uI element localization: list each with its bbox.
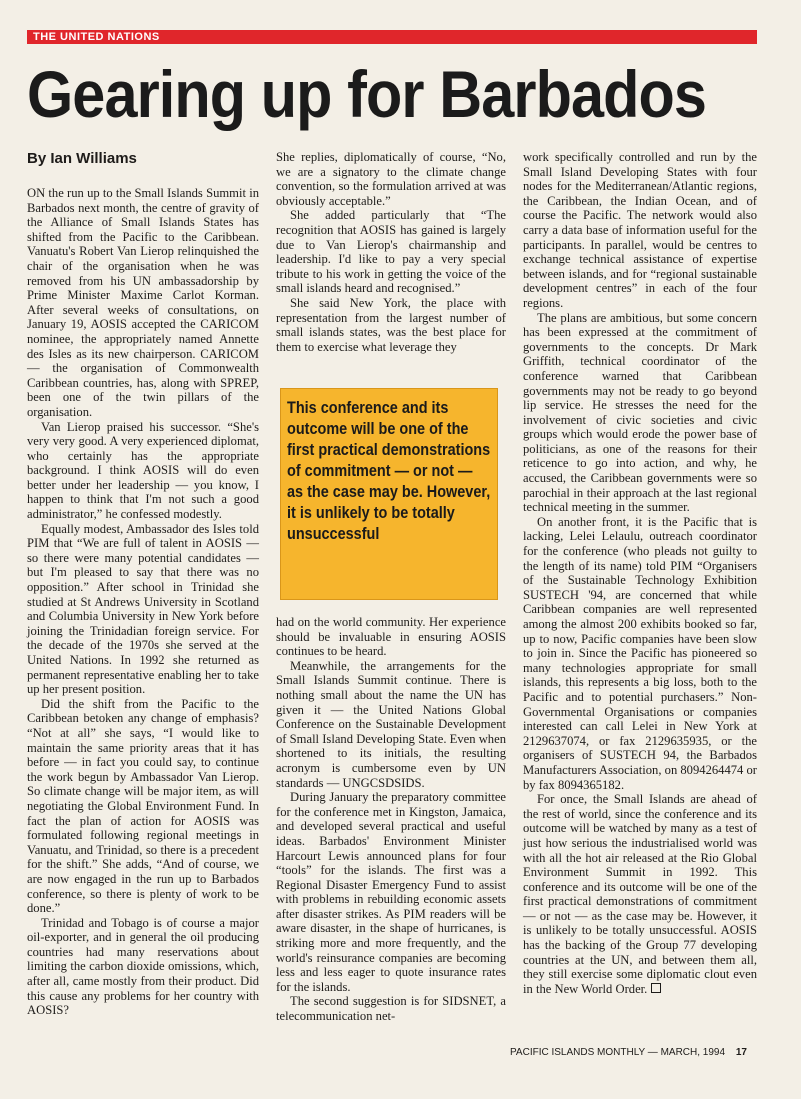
paragraph: ON the run up to the Small Islands Summit in Barbados next month, the centre of gravity of the Alliance of Small Islands States has shifted from the Pacific to the Caribbean. Vanuatu's Robert Van Lierop relinquished the chair of the organisation when he was removed from his UN ambassadorship by Prime Minister Maxime Carlot Korman. After several weeks of consultations, on January 19, AOSIS accepted the CARICOM nominee, the appropriately named Annette des Isles as its new chairperson. CARICOM — the organisation of Commonwealth Caribbean countries, has, along with SPREP, been one of the twin pillars of the organisation. [27, 186, 259, 419]
article-column-2-bottom [276, 615, 506, 1024]
article-column-2-top [276, 150, 506, 354]
paragraph: had on the world community. Her experience should be invaluable in ensuring AOSIS continues to be heard. [276, 615, 506, 659]
page-number: 17 [735, 1047, 747, 1058]
paragraph-final [523, 792, 757, 996]
byline: By Ian Williams [27, 150, 137, 167]
pull-quote-text: This conference and its outcome will be one of the first practical demonstrations of commitment — or not — as the case may be. However, it is unlikely to be totally unsuccessful [287, 398, 491, 543]
article-column-1 [27, 150, 259, 1018]
publication-line: PACIFIC ISLANDS MONTHLY — MARCH, 1994 [510, 1047, 726, 1058]
pull-quote-box [280, 388, 498, 600]
paragraph: She added particularly that “The recognition that AOSIS has gained is largely due to Van Lierop's chairmanship and leadership. I'd like to pay a very special tribute to his work in getting the voice of the small islands heard and recognised.” [276, 208, 506, 296]
paragraph: Meanwhile, the arrangements for the Small Islands Summit continue. There is nothing small about the name the UN has given it — the United Nations Global Conference on the Sustainable Development of Small Island Developing State. Even when shortened to its initials, the resulting acronym is cumbersome even by UN standards — UNGCSDSIDS. [276, 658, 506, 790]
end-mark-icon [651, 983, 661, 993]
article-column-3 [523, 150, 757, 996]
paragraph: Van Lierop praised his successor. “She's very very good. A very experienced diplomat, who certainly has the appropriate background. I think AOSIS will do even better under her leadership — you know, I happen to think that I'm not such a good administrator,” he confessed modestly. [27, 419, 259, 522]
section-label: THE UNITED NATIONS [33, 30, 164, 44]
headline: Gearing up for Barbados [27, 57, 706, 131]
paragraph: During January the preparatory committee for the conference met in Kingston, Jamaica, and developed several practical and useful ideas. Barbados' Environment Minister Harcourt Lewis announced plans for four “tools” for the islands. The first was a Regional Disaster Emergency Fund to assist with problems in rebuilding economic assets after disaster strikes. As PIM readers will be aware disaster, in the shape of hurricanes, is striking more and more frequently, and the world's reinsurance companies are becoming less and less eager to quote insurance rates for the islands. [276, 790, 506, 994]
section-bar [27, 30, 757, 44]
paragraph: The second suggestion is for SIDSNET, a telecommunication net- [276, 994, 506, 1024]
paragraph: Equally modest, Ambassador des Isles told PIM that “We are full of talent in AOSIS — so there were many potential candidates — but I'm pleased to say that there was no opposition.” After school in Trinidad she studied at St Andrews University in Scotland and Columbia University in New York before joining the Trinidadian foreign service. For the decade of the 1970s she served at the United Nations. In 1992 she returned as permanent representative enabling her to take up her present position. [27, 521, 259, 697]
paragraph-text: For once, the Small Islands are ahead of the rest of world, since the conference and its outcome will be watched by many as a test of just how serious the industrialised world was with all the hot air released at the Rio Global Environment Summit in 1992. This conference and its outcome will be one of the first practical demonstrations of commitment — or not — as the case may be. However, it is unlikely to be totally unsuccessful. AOSIS has the backing of the Group 77 developing countries at the UN, and between them all, they still exercise some diplomatic clout even in the New World Order. [523, 792, 757, 996]
paragraph: She said New York, the place with representation from the largest number of small islands states, was the best place for them to exercise what leverage they [276, 295, 506, 354]
paragraph: She replies, diplomatically of course, “No, we are a signatory to the climate change convention, so the formulation arrived at was obviously acceptable.” [276, 150, 506, 208]
paragraph: Did the shift from the Pacific to the Caribbean betoken any change of emphasis? “Not at all” she says, “I would like to maintain the same priority areas that it has before — in fact you could say, to continue the work begun by Ambassador Van Lierop. So climate change will be major item, as will negotiating the Global Environment Fund. In fact the plan of action for AOSIS was formulated following regional meetings in Vanuatu, and Trinidad, so there is a precedent for the shift.” She adds, “And of course, we are now engaged in the run up to Barbados conference, so there is plenty of work to be done.” [27, 696, 259, 916]
paragraph: Trinidad and Tobago is of course a major oil-exporter, and in general the oil producing countries had many reservations about limiting the carbon dioxide omissions, which, after all, came mostly from their product. Did this cause any problems for her country with AOSIS? [27, 915, 259, 1018]
paragraph: On another front, it is the Pacific that is lacking, Lelei Lelaulu, outreach coordinator for the conference (who pleads not guilty to the length of its name) told PIM “Organisers of the Sustainable Technology Exhibition SUSTECH '94, are concerned that while Caribbean companies are well represented among the almost 200 exhibits booked so far, up to now, Pacific companies have been slow to join in. Since the Pacific has pioneered so many technologies appropriate for small islands, this represents a big loss, both to the Pacific and to potential purchasers.” Non-Governmental Organisations or companies interested can call Lelei in New York at 2129637074, or fax 2129635935, or the organisers of SUSTECH 94, the Barbados Manufacturers Association, on 8094264474 or by fax 8094365182. [523, 514, 757, 792]
paragraph: work specifically controlled and run by the Small Island Developing States with four nodes for the Mediterranean/Atlantic regions, the Caribbean, the Indian Ocean, and of course the Pacific. The network would also carry a data base of information useful for the participants. In parallel, would be centres to exchange technical assistance of expertise between islands, and for “regional sustainable development centres” in each of the four regions. [523, 150, 757, 310]
paragraph: The plans are ambitious, but some concern has been expressed at the commitment of governments to the concepts. Dr Mark Griffith, technical coordinator of the conference warned that Caribbean governments may not be ready to go beyond lip service. He stresses the need for the involvement of civic societies and civic groups which would erode the power base of politicians, as one of the reasons for their reticence to go into action, and why, he accused, the Caribbean governments were so parochial in their approach at the last regional technical meeting in the summer. [523, 310, 757, 515]
page-footer [510, 1046, 757, 1060]
